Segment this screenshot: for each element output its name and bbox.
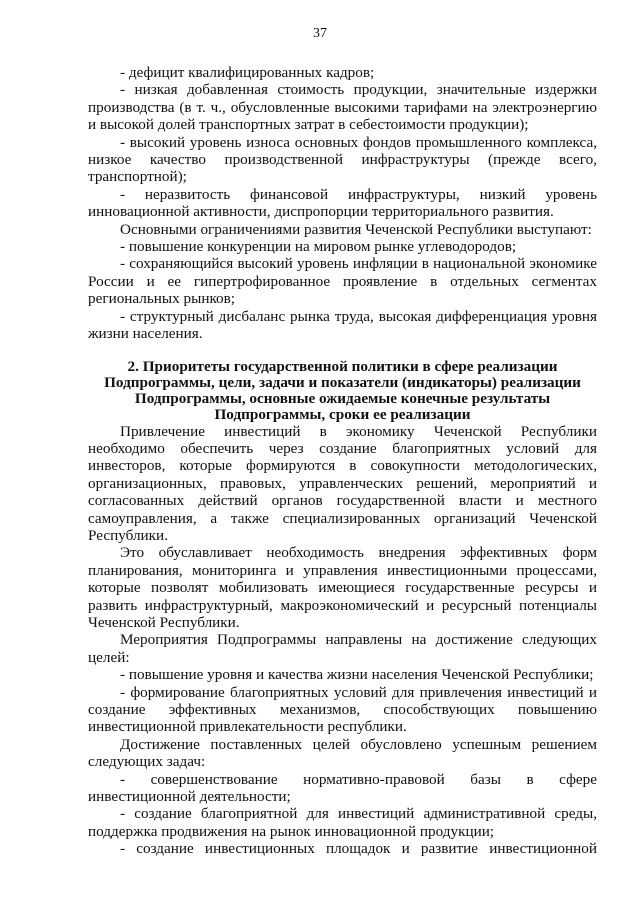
document-body	[88, 64, 597, 858]
paragraph: - низкая добавленная стоимость продукции, значительные издержки производства (в т. ч., обусловленные высокими тарифами на электроэнергию и высокой долей транспортных затрат в себестоимости продукции);	[88, 81, 597, 134]
paragraph: Мероприятия Подпрограммы направлены на достижение следующих целей:	[88, 631, 597, 666]
page-number: 37	[313, 26, 327, 41]
paragraph: - сохраняющийся высокий уровень инфляции в национальной экономике России и ее гипертрофированное проявление в отдельных сегментах региональных рынков;	[88, 255, 597, 308]
section-heading	[88, 359, 597, 423]
paragraph: - создание инвестиционных площадок и развитие инвестиционной	[120, 840, 597, 858]
paragraph: - неразвитость финансовой инфраструктуры, низкий уровень инновационной активности, диспропорции территориального развития.	[88, 185, 597, 221]
paragraph: Основными ограничениями развития Чеченской Республики выступают:	[120, 220, 592, 238]
paragraph: - повышение уровня и качества жизни населения Чеченской Республики;	[120, 666, 594, 684]
paragraph: - высокий уровень износа основных фондов промышленного комплекса, низкое качество производственной инфраструктуры (прежде всего, транспортной);	[88, 133, 597, 186]
heading-line: Подпрограммы, сроки ее реализации	[214, 405, 471, 423]
paragraph: - повышение конкуренции на мировом рынке углеводородов;	[120, 238, 517, 256]
paragraph: Это обуславливает необходимость внедрения эффективных форм планирования, мониторинга и управления инвестиционными процессами, которые позволят мобилизовать имеющиеся государственные ресурсы и развить инфраструктурный, макроэкономический и ресурсный потенциалы Чеченской Республики.	[88, 544, 597, 631]
heading-line: Подпрограммы, цели, задачи и показатели (индикаторы) реализации	[104, 373, 581, 391]
paragraph: - формирование благоприятных условий для привлечения инвестиций и создание эффективных механизмов, способствующих повышению инвестиционной привлекательности республики.	[88, 683, 597, 736]
paragraph: - структурный дисбаланс рынка труда, высокая дифференциация уровня жизни населения.	[88, 307, 597, 343]
heading-line: Подпрограммы, основные ожидаемые конечные результаты	[134, 389, 551, 407]
paragraph: Достижение поставленных целей обусловлено успешным решением следующих задач:	[88, 735, 597, 771]
paragraph: Привлечение инвестиций в экономику Чеченской Республики необходимо обеспечить через создание благоприятных условий для инвесторов, которые формируются в совокупности методологических, организационных, правовых, управленческих решений, мероприятий и согласованных действий органов государственной власти и местного самоуправления, а также специализированных организаций Чеченской Республики.	[88, 422, 597, 544]
heading-line: 2. Приоритеты государственной политики в сфере реализации	[127, 357, 558, 375]
paragraph: - совершенствование нормативно-правовой базы в сфере инвестиционной деятельности;	[88, 770, 597, 806]
paragraph: - создание благоприятной для инвестиций административной среды, поддержка продвижения на рынок инновационной продукции;	[88, 805, 597, 840]
paragraph: - дефицит квалифицированных кадров;	[120, 64, 375, 81]
